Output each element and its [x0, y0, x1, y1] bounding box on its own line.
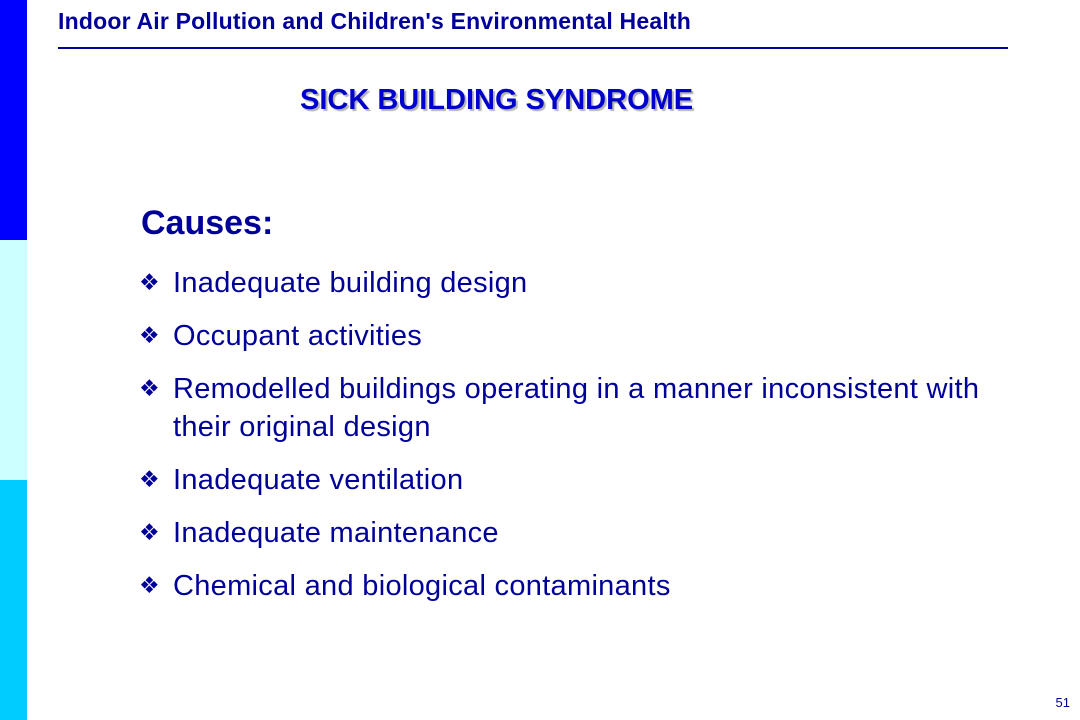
list-item	[139, 567, 1019, 605]
side-bar-bottom	[0, 480, 27, 720]
slide-title: SICK BUILDING SYNDROME	[300, 84, 694, 116]
list-item	[139, 514, 1019, 552]
list-item	[139, 264, 1019, 302]
header-divider	[58, 47, 1008, 49]
list-item-text: Chemical and biological contaminants	[173, 570, 671, 602]
list-item-text: Occupant activities	[173, 320, 423, 352]
list-item	[139, 317, 1019, 355]
list-item-text: Remodelled buildings operating in a manner inconsistent with their original design	[173, 373, 980, 443]
diamond-bullet-icon: ❖	[139, 323, 160, 349]
section-heading: Causes:	[141, 204, 274, 242]
causes-list	[139, 264, 1019, 620]
list-item	[139, 370, 1019, 446]
diamond-bullet-icon: ❖	[139, 573, 160, 599]
list-item	[139, 461, 1019, 499]
diamond-bullet-icon: ❖	[139, 467, 160, 493]
page-number: 51	[1055, 695, 1070, 710]
side-bar-top	[0, 0, 27, 240]
list-item-text: Inadequate maintenance	[173, 517, 499, 549]
list-item-text: Inadequate ventilation	[173, 464, 464, 496]
diamond-bullet-icon: ❖	[139, 520, 160, 546]
list-item-text: Inadequate building design	[173, 267, 528, 299]
diamond-bullet-icon: ❖	[139, 270, 160, 296]
side-bar-middle	[0, 240, 27, 480]
header-title: Indoor Air Pollution and Children's Environmental Health	[58, 8, 692, 34]
diamond-bullet-icon: ❖	[139, 376, 160, 402]
